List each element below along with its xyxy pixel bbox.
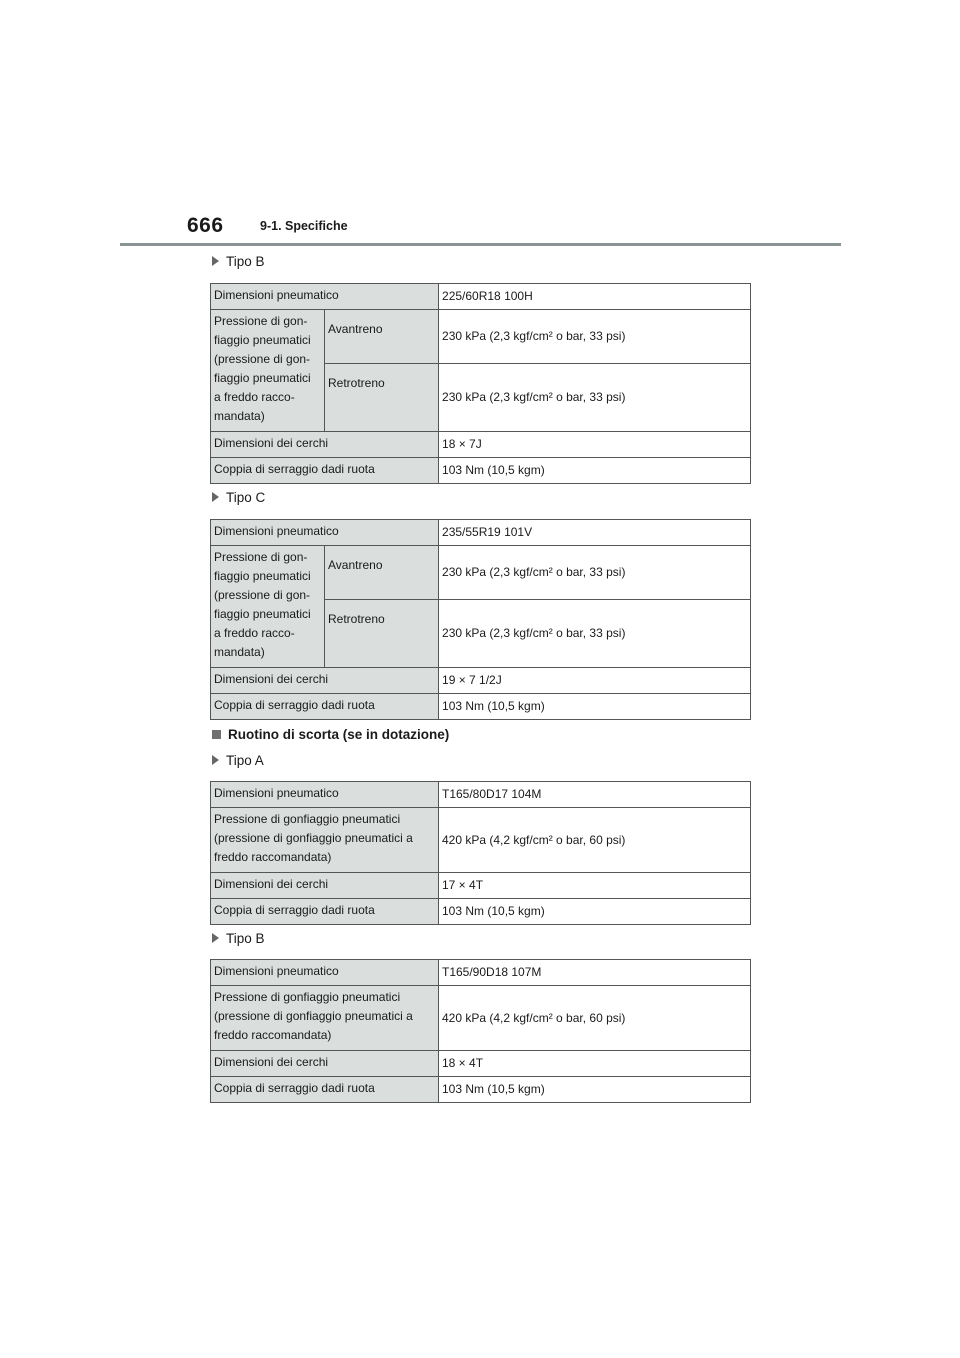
rim-label: Dimensioni dei cerchi xyxy=(211,873,439,899)
pressure-value: 420 kPa (4,2 kgf/cm² o bar, 60 psi) xyxy=(439,986,751,1051)
section-title: 9-1. Specifiche xyxy=(260,219,348,233)
rear-value: 230 kPa (2,3 kgf/cm² o bar, 33 psi) xyxy=(439,600,751,668)
spec-table-0 xyxy=(210,283,751,484)
rear-label: Retrotreno xyxy=(325,600,439,668)
size-value: 235/55R19 101V xyxy=(439,520,751,546)
torque-label: Coppia di serraggio dadi ruota xyxy=(211,694,439,720)
spec-table-1 xyxy=(210,519,751,720)
tipo-heading xyxy=(212,931,265,946)
pressure-label: Pressione di gonfiaggio pneumatici (pressione di gonfiaggio pneumatici a freddo raccomandata) xyxy=(211,808,439,873)
size-label: Dimensioni pneumatico xyxy=(211,782,439,808)
torque-value: 103 Nm (10,5 kgm) xyxy=(439,899,751,925)
tipo-heading xyxy=(212,254,265,269)
rim-value: 17 × 4T xyxy=(439,873,751,899)
torque-value: 103 Nm (10,5 kgm) xyxy=(439,1077,751,1103)
spec-table-2 xyxy=(210,781,751,925)
tipo-heading xyxy=(212,490,265,505)
rear-label: Retrotreno xyxy=(325,364,439,432)
triangle-arrow-icon xyxy=(212,492,219,502)
size-label: Dimensioni pneumatico xyxy=(211,284,439,310)
square-bullet-icon xyxy=(212,730,221,739)
size-value: T165/80D17 104M xyxy=(439,782,751,808)
pressure-label: Pressione di gon- fiaggio pneumatici (pressione di gon- fiaggio pneumatici a freddo racco- mandata) xyxy=(211,546,325,668)
triangle-arrow-icon xyxy=(212,933,219,943)
rear-value: 230 kPa (2,3 kgf/cm² o bar, 33 psi) xyxy=(439,364,751,432)
torque-value: 103 Nm (10,5 kgm) xyxy=(439,458,751,484)
triangle-arrow-icon xyxy=(212,755,219,765)
torque-label: Coppia di serraggio dadi ruota xyxy=(211,899,439,925)
torque-label: Coppia di serraggio dadi ruota xyxy=(211,1077,439,1103)
tipo-heading xyxy=(212,753,264,768)
front-value: 230 kPa (2,3 kgf/cm² o bar, 33 psi) xyxy=(439,546,751,600)
rim-value: 18 × 4T xyxy=(439,1051,751,1077)
front-label: Avantreno xyxy=(325,310,439,364)
pressure-label: Pressione di gon- fiaggio pneumatici (pressione di gon- fiaggio pneumatici a freddo racco- mandata) xyxy=(211,310,325,432)
size-value: T165/90D18 107M xyxy=(439,960,751,986)
front-value: 230 kPa (2,3 kgf/cm² o bar, 33 psi) xyxy=(439,310,751,364)
size-label: Dimensioni pneumatico xyxy=(211,520,439,546)
size-value: 225/60R18 100H xyxy=(439,284,751,310)
triangle-arrow-icon xyxy=(212,256,219,266)
rim-label: Dimensioni dei cerchi xyxy=(211,432,439,458)
tipo-label: Tipo A xyxy=(226,753,264,768)
subsection-heading xyxy=(212,727,449,742)
page-number: 666 xyxy=(187,214,224,237)
tipo-label: Tipo B xyxy=(226,254,265,269)
tipo-label: Tipo B xyxy=(226,931,265,946)
rim-value: 19 × 7 1/2J xyxy=(439,668,751,694)
rim-value: 18 × 7J xyxy=(439,432,751,458)
pressure-label: Pressione di gonfiaggio pneumatici (pressione di gonfiaggio pneumatici a freddo raccomandata) xyxy=(211,986,439,1051)
torque-label: Coppia di serraggio dadi ruota xyxy=(211,458,439,484)
rim-label: Dimensioni dei cerchi xyxy=(211,668,439,694)
pressure-value: 420 kPa (4,2 kgf/cm² o bar, 60 psi) xyxy=(439,808,751,873)
rim-label: Dimensioni dei cerchi xyxy=(211,1051,439,1077)
torque-value: 103 Nm (10,5 kgm) xyxy=(439,694,751,720)
subsection-title: Ruotino di scorta (se in dotazione) xyxy=(228,727,450,742)
tipo-label: Tipo C xyxy=(226,490,266,505)
front-label: Avantreno xyxy=(325,546,439,600)
size-label: Dimensioni pneumatico xyxy=(211,960,439,986)
header-divider xyxy=(120,243,841,246)
spec-table-3 xyxy=(210,959,751,1103)
